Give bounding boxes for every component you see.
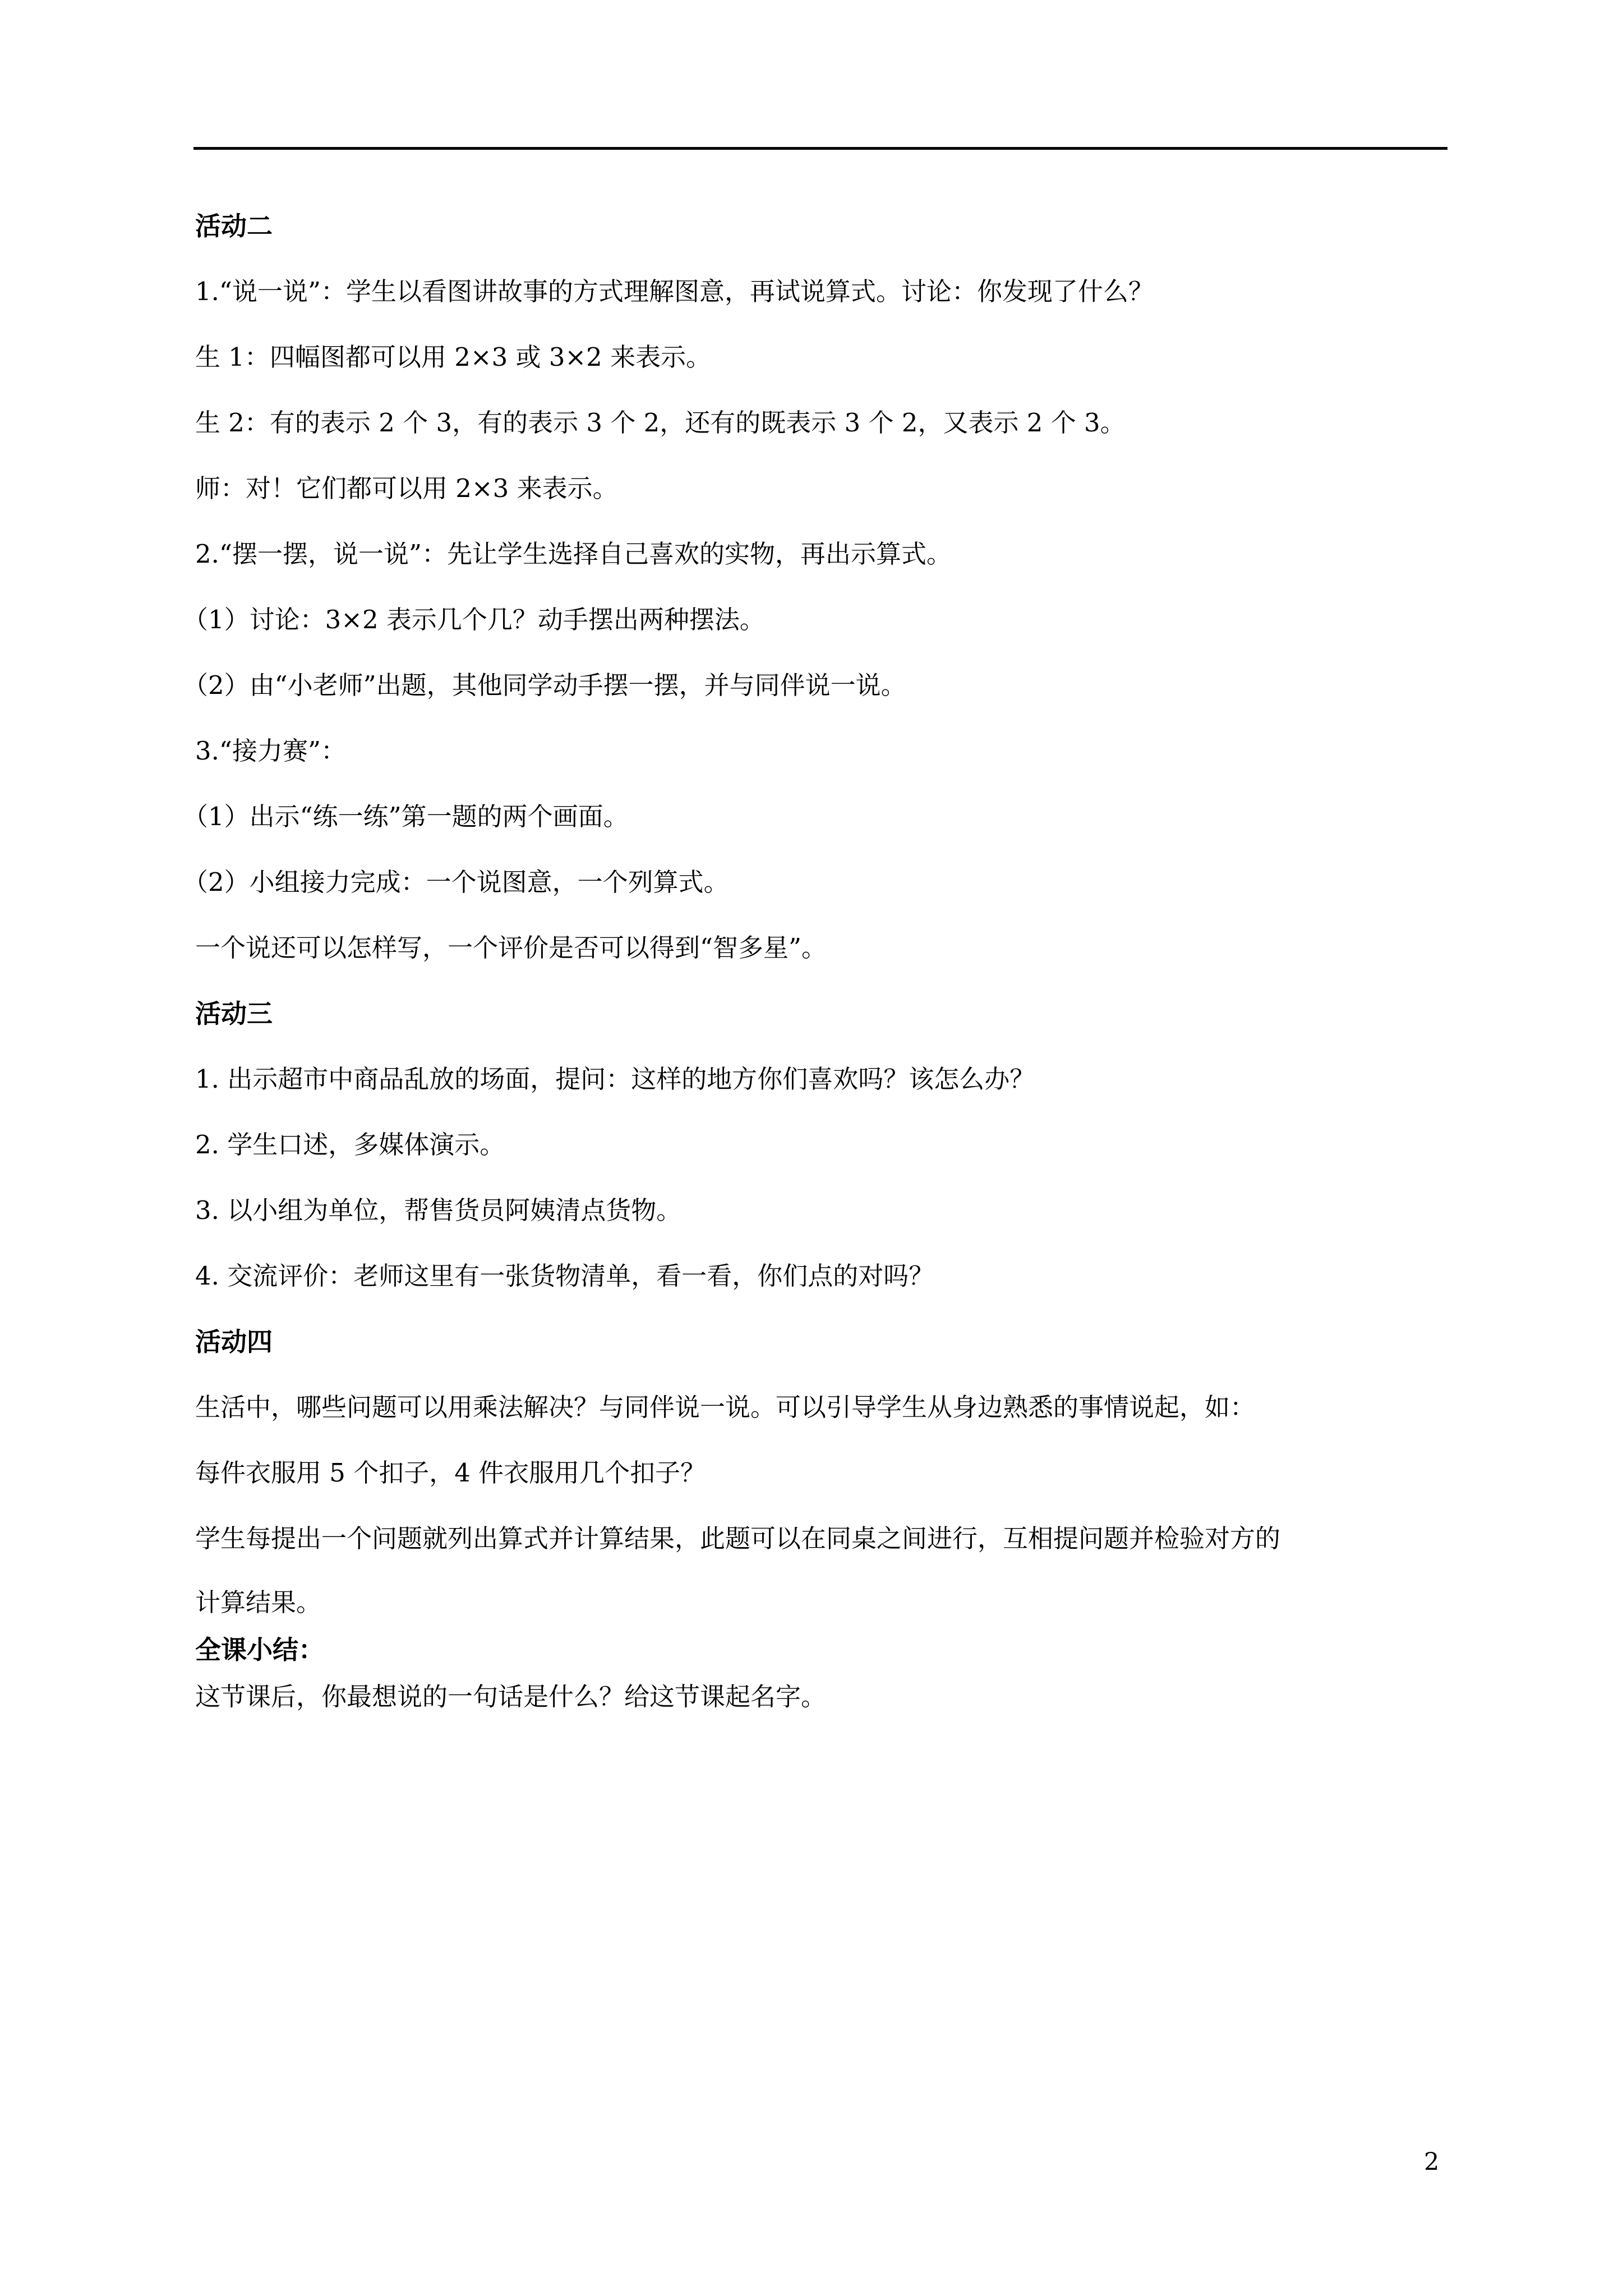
list-item: 3. 以小组为单位，帮售货员阿姨清点货物。 (195, 1195, 682, 1225)
section-heading-activity-3: 活动三 (195, 999, 273, 1029)
paragraph: 每件衣服用 5 个扣子，4 件衣服用几个扣子？ (195, 1458, 706, 1488)
paragraph: 这节课后，你最想说的一句话是什么？给这节课起名字。 (195, 1682, 827, 1711)
paragraph: 一个说还可以怎样写，一个评价是否可以得到“智多星”。 (195, 933, 827, 963)
document-body (183, 209, 1451, 1745)
paragraph: 生活中，哪些问题可以用乘法解决？与同伴说一说。可以引导学生从身边熟悉的事情说起，如： (195, 1392, 1256, 1422)
paragraph: 生 2：有的表示 2 个 3，有的表示 3 个 2，还有的既表示 3 个 2，又表示 2 个 3。 (195, 408, 1126, 438)
list-item: 2. 学生口述，多媒体演示。 (195, 1130, 505, 1159)
paragraph: 1.“说一说”：学生以看图讲故事的方式理解图意，再试说算式。讨论：你发现了什么？ (195, 277, 1154, 306)
paragraph: 师：对！它们都可以用 2×3 来表示。 (195, 473, 618, 503)
paragraph: （1）出示“练一练”第一题的两个画面。 (183, 802, 629, 831)
paragraph: 2.“摆一摆，说一说”：先让学生选择自己喜欢的实物，再出示算式。 (195, 539, 952, 569)
paragraph: （2）小组接力完成：一个说图意，一个列算式。 (183, 867, 729, 897)
section-heading-activity-4: 活动四 (195, 1327, 273, 1357)
section-heading-summary: 全课小结： (195, 1635, 324, 1665)
paragraph-continuation: 计算结果。 (195, 1588, 322, 1617)
paragraph: （1）讨论：3×2 表示几个几？动手摆出两种摆法。 (183, 605, 765, 634)
paragraph: 3.“接力赛”： (195, 736, 346, 766)
list-item: 1. 出示超市中商品乱放的场面，提问：这样的地方你们喜欢吗？该怎么办？ (195, 1064, 1035, 1094)
list-item: 4. 交流评价：老师这里有一张货物清单，看一看，你们点的对吗？ (195, 1261, 934, 1291)
header-rule (193, 147, 1447, 150)
paragraph: 学生每提出一个问题就列出算式并计算结果，此题可以在同桌之间进行，互相提问题并检验对方的 (195, 1524, 1281, 1553)
page-number: 2 (1424, 2148, 1440, 2176)
section-heading-activity-2: 活动二 (195, 211, 273, 241)
paragraph: 生 1：四幅图都可以用 2×3 或 3×2 来表示。 (195, 342, 712, 372)
paragraph: （2）由“小老师”出题，其他同学动手摆一摆，并与同伴说一说。 (183, 670, 906, 700)
